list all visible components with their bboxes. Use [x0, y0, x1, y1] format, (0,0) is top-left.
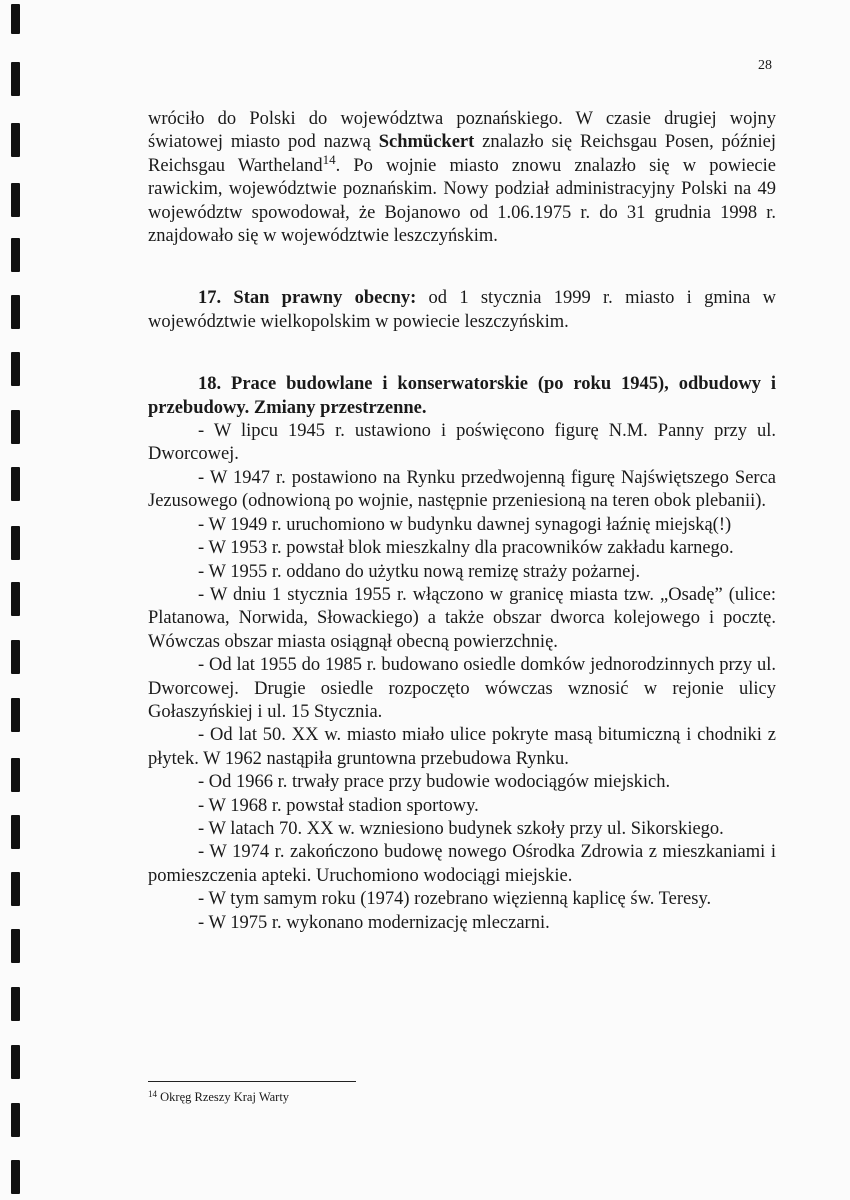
section-17	[148, 287, 776, 334]
list-item: - W 1955 r. oddano do użytku nową remizę straży pożarnej.	[198, 561, 641, 582]
binding-mark	[11, 640, 20, 674]
list-item: - W 1975 r. wykonano modernizację mleczarni.	[198, 912, 550, 933]
binding-mark	[11, 1045, 20, 1079]
list-item: - W tym samym roku (1974) rozebrano więzienną kaplicę św. Teresy.	[198, 889, 712, 910]
footnote	[148, 1090, 289, 1105]
list-item: - W lipcu 1945 r. ustawiono i poświęcono figurę N.M. Panny przy ul. Dworcowej.	[148, 421, 776, 465]
binding-mark	[11, 526, 20, 560]
german-name: Schmückert	[378, 132, 475, 153]
page-number: 28	[758, 58, 772, 73]
binding-mark	[11, 238, 20, 272]
binding-mark	[11, 758, 20, 792]
binding-mark	[11, 872, 20, 906]
binding-mark	[11, 352, 20, 386]
footnote-separator	[148, 1081, 356, 1082]
section-18-heading: 18. Prace budowlane i konserwatorskie (po roku 1945), odbudowy i przebudowy. Zmiany przestrzenne.	[148, 374, 776, 418]
paragraph-text: wróciło do Polski do województwa poznańskiego. W czasie drugiej wojny światowej miasto pod nazwą	[148, 109, 776, 153]
binding-mark	[11, 987, 20, 1021]
paragraph-text: . Po wojnie miasto znowu znalazło się w powiecie rawickim, województwie poznańskim. Nowy podział administracyjny Polski na 49 województw spowodował, że Bojanowo od 1.06.1975 r. do 31 grudnia 1998 r. znajdowało się w województwie leszczyńskim.	[148, 155, 776, 247]
paragraph-history	[148, 108, 776, 248]
binding-mark	[11, 1160, 20, 1194]
binding-mark	[11, 183, 20, 217]
binding-mark	[11, 582, 20, 616]
list-item: - W 1947 r. postawiono na Rynku przedwojenną figurę Najświętszego Serca Jezusowego (odnowioną po wojnie, następnie przeniesioną na teren obok plebanii).	[148, 467, 776, 512]
list-item: - Od lat 50. XX w. miasto miało ulice pokryte masą bitumiczną i chodniki z płytek. W 1962 nastąpiła gruntowna przebudowa Rynku.	[148, 725, 776, 769]
binding-mark	[11, 62, 20, 96]
binding-mark	[11, 4, 20, 34]
list-item: - W 1974 r. zakończono budowę nowego Ośrodka Zdrowia z mieszkaniami i pomieszczenia apteki. Uruchomiono wodociągi miejskie.	[148, 842, 776, 886]
body-text	[148, 108, 776, 935]
binding-mark	[11, 815, 20, 849]
list-item: - W 1949 r. uruchomiono w budynku dawnej synagogi łaźnię miejską(!)	[198, 514, 732, 535]
section-17-text: od 1 stycznia 1999 r. miasto i gmina w województwie wielkopolskim w powiecie leszczyńskim.	[148, 288, 776, 332]
binding-mark	[11, 295, 20, 329]
paragraph-text: znalazło się Reichsgau Posen, później Reichsgau Wartheland	[148, 132, 776, 176]
list-item: - W dniu 1 stycznia 1955 r. włączono w granicę miasta tzw. „Osadę” (ulice: Platanowa, Norwida, Słowackiego) a także obszar dworca kolejowego i pocztę. Wówczas obszar miasta osiągnął obecną powierzchnię.	[148, 584, 776, 652]
footnote-reference: 14	[322, 151, 336, 167]
list-item: - W 1953 r. powstał blok mieszkalny dla pracowników zakładu karnego.	[198, 538, 734, 559]
binding-mark	[11, 410, 20, 444]
binding-marks	[0, 0, 40, 1200]
binding-mark	[11, 698, 20, 732]
binding-mark	[11, 1103, 20, 1137]
binding-mark	[11, 467, 20, 501]
list-item: - W 1968 r. powstał stadion sportowy.	[198, 795, 479, 816]
footnote-number: 14	[148, 1089, 157, 1099]
binding-mark	[11, 123, 20, 157]
section-17-heading: 17. Stan prawny obecny:	[198, 288, 417, 309]
section-18-list	[148, 420, 776, 935]
list-item: - Od 1966 r. trwały prace przy budowie wodociągów miejskich.	[198, 772, 671, 793]
list-item: - W latach 70. XX w. wzniesiono budynek szkoły przy ul. Sikorskiego.	[198, 818, 724, 839]
binding-mark	[11, 929, 20, 963]
footnote-text: Okręg Rzeszy Kraj Warty	[160, 1090, 290, 1104]
list-item: - Od lat 1955 do 1985 r. budowano osiedle domków jednorodzinnych przy ul. Dworcowej. Drugie osiedle rozpoczęto wówczas wznosić w rejonie ulicy Gołaszyńskiej i ul. 15 Stycznia.	[148, 655, 776, 722]
